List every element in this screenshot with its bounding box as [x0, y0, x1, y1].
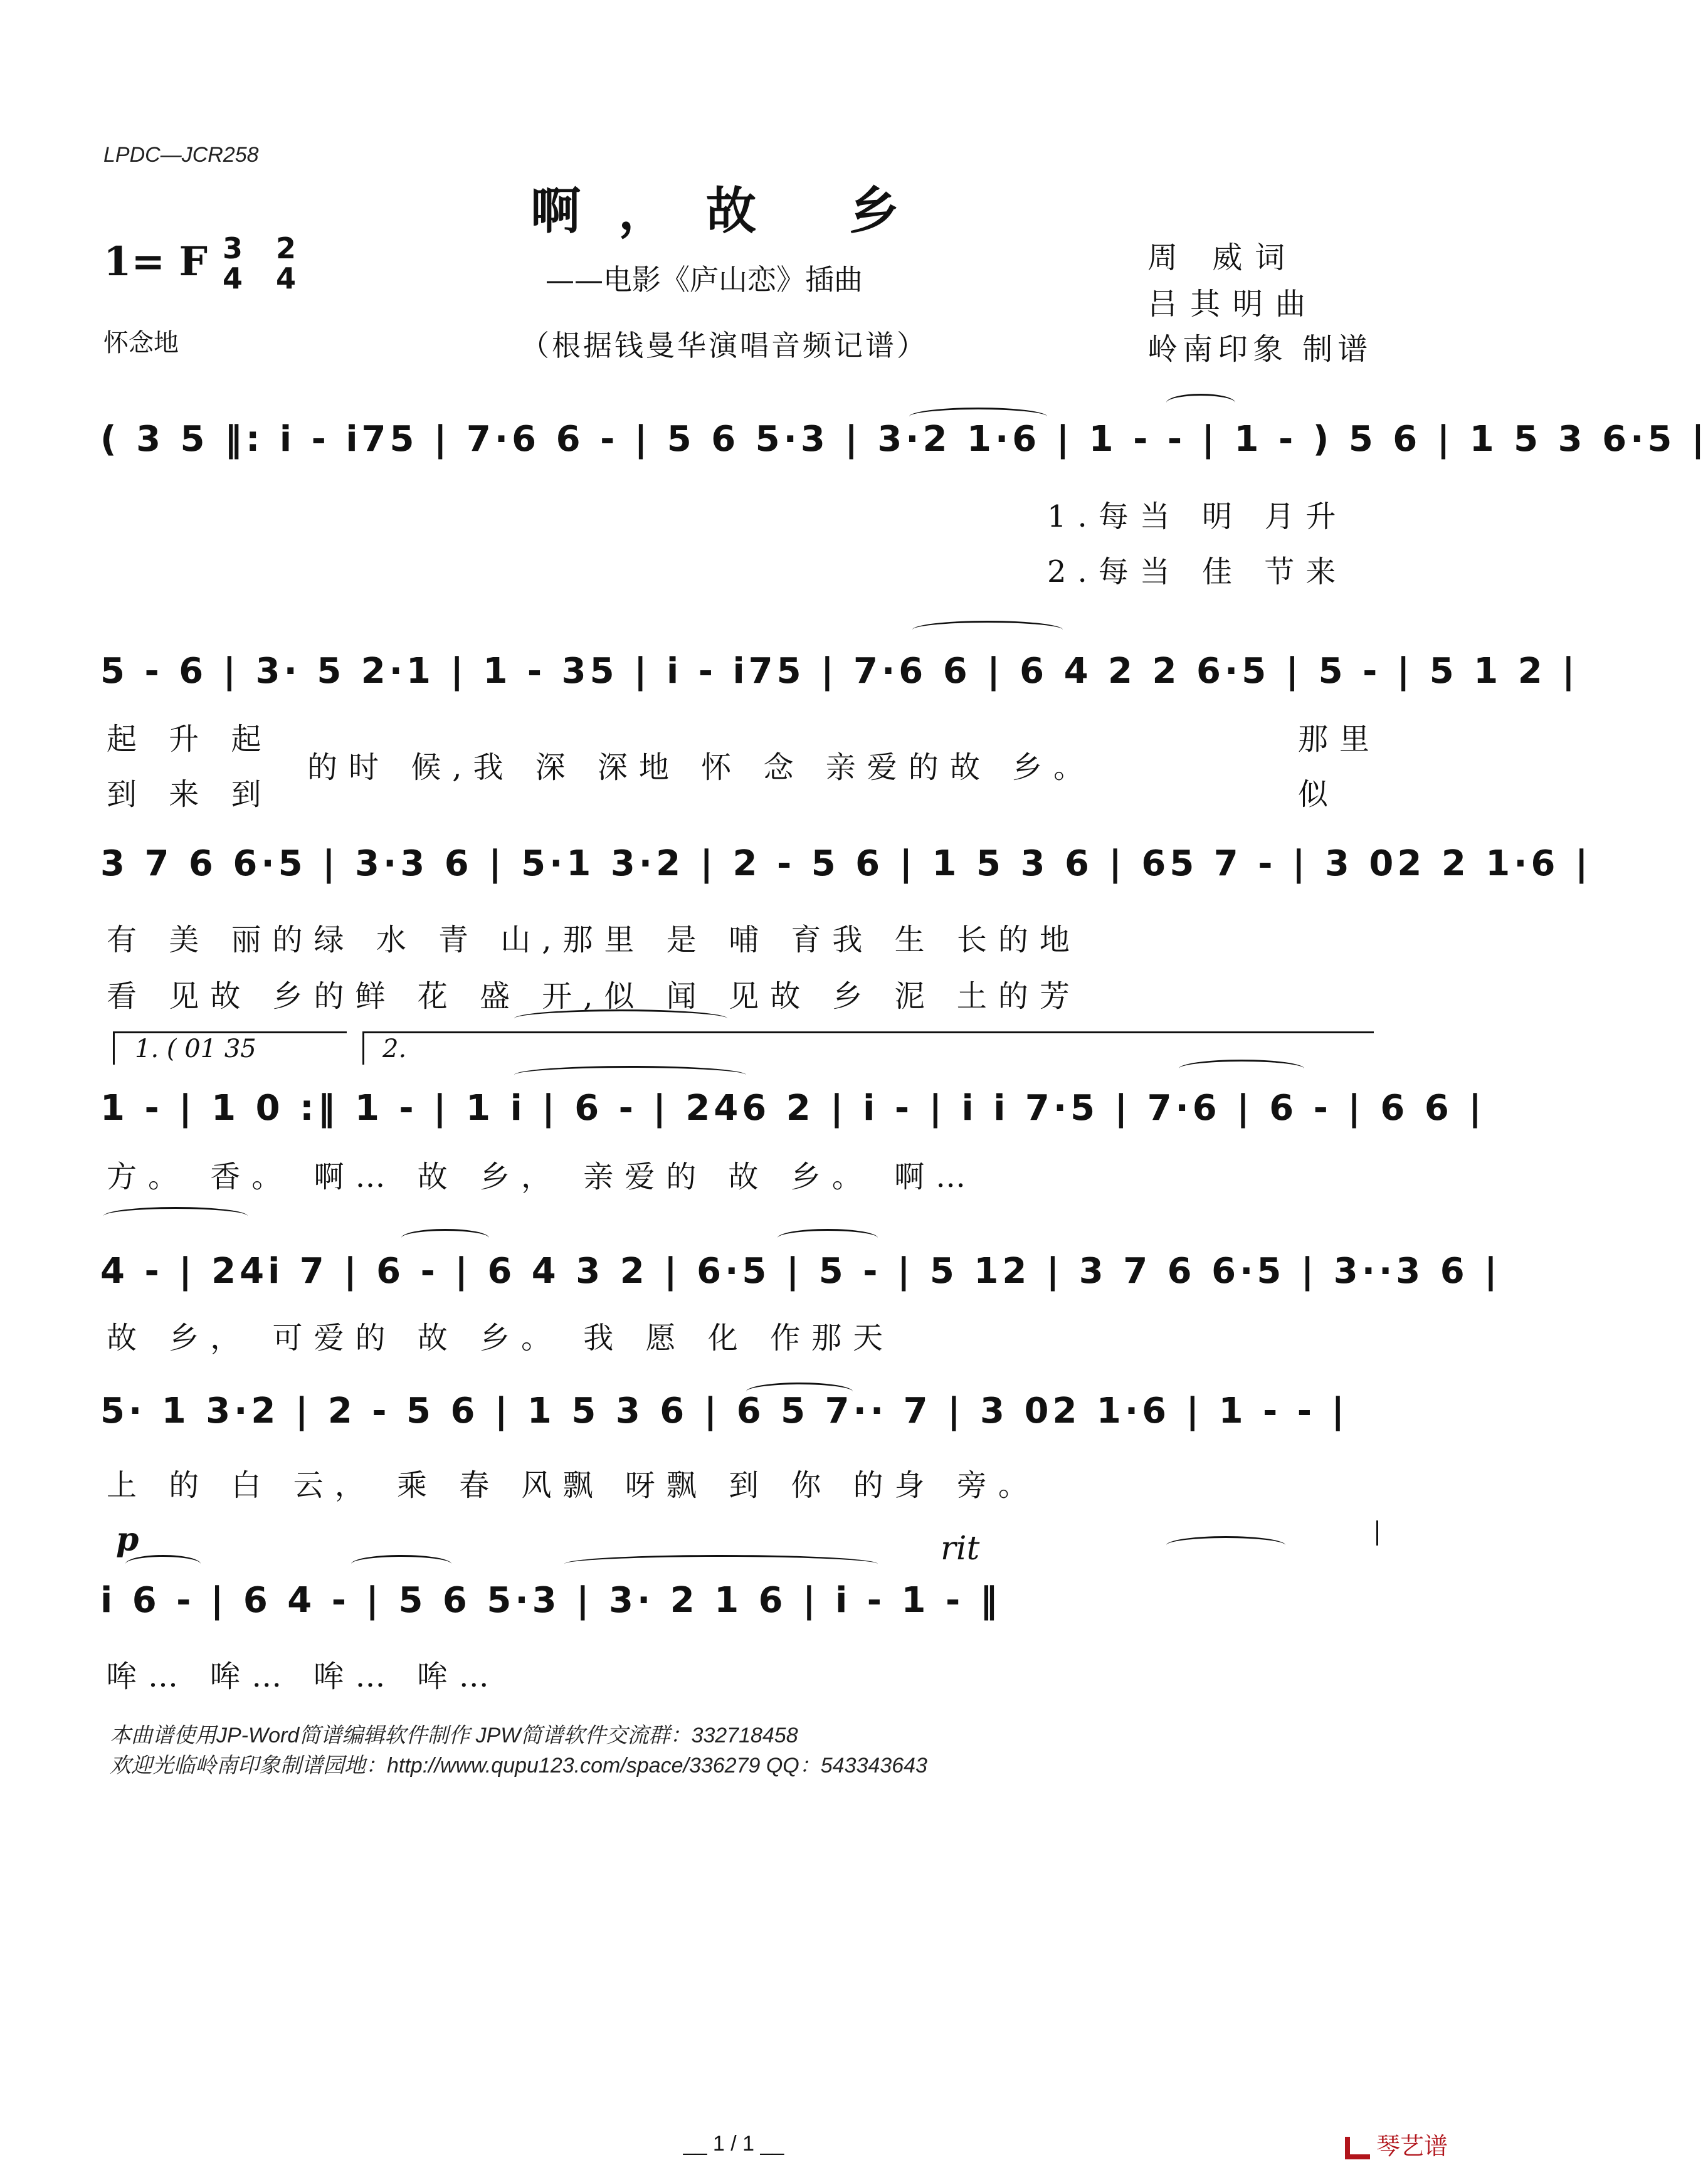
bar-line	[1376, 1520, 1378, 1546]
composer: 吕其明曲	[1147, 287, 1319, 322]
time-signature-3-4: 3 4	[223, 231, 243, 295]
slur	[125, 1555, 201, 1573]
site-logo: 琴艺谱	[1345, 2127, 1448, 2161]
lyric-line4: 方。 香。 啊… 故 乡， 亲爱的 故 乡。 啊…	[107, 1159, 978, 1194]
lyric-verse1-intro: 1.每当 明 月升	[1047, 499, 1347, 534]
tie	[1179, 1060, 1304, 1078]
tie	[746, 1383, 853, 1401]
volta-second-label: 2.	[382, 1035, 407, 1063]
lyric-line6: 上 的 白 云， 乘 春 风飘 呀飘 到 你 的身 旁。	[107, 1468, 1040, 1503]
slur	[912, 621, 1063, 639]
score-line-2: 5 - 6 | 3· 5 2·1 | 1 - 35 | i - i75 | 7·6 6 | 6 4 2 2 6·5 | 5 - | 5 1 2 |	[100, 651, 1579, 692]
dynamic-piano: p	[116, 1520, 139, 1559]
tie	[103, 1207, 248, 1225]
score-line-5: 4 - | 24i 7 | 6 - | 6 4 3 2 | 6·5 | 5 - | 5 12 | 3 7 6 6·5 | 3··3 6 |	[100, 1251, 1501, 1292]
lyric-line2-main: 的时 候,我 深 深地 怀 念 亲爱的故 乡。	[307, 750, 1095, 785]
lyric-line5: 故 乡， 可爱的 故 乡。 我 愿 化 作那天	[107, 1320, 895, 1356]
footer-line-1: 本曲谱使用JP-Word简谱编辑软件制作 JPW简谱软件交流群：332718458	[110, 1724, 798, 1747]
score-line-4: 1 - | 1 0 :‖ 1 - | 1 i | 6 - | 246 2 | i - | i i 7·5 | 7·6 | 6 - | 6 6 |	[100, 1088, 1485, 1129]
score-code: LPDC—JCR258	[103, 143, 259, 167]
lyric-line7: 哞… 哞… 哞… 哞…	[107, 1659, 500, 1694]
lyric-line2-v1-head: 起 升 起	[107, 722, 273, 757]
tie	[514, 1066, 746, 1084]
logo-icon	[1345, 2137, 1370, 2159]
score-line-7: i 6 - | 6 4 - | 5 6 5·3 | 3· 2 1 6 | i - 1 - ‖	[100, 1580, 1001, 1621]
slur	[514, 1009, 727, 1028]
footer-line-2: 欢迎光临岭南印象制谱园地：http://www.qupu123.com/space/336279 QQ：543343643	[110, 1754, 927, 1778]
score-line-6: 5· 1 3·2 | 2 - 5 6 | 1 5 3 6 | 6 5 7·· 7 | 3 02 1·6 | 1 - - |	[100, 1391, 1348, 1431]
lyric-line2-v2-tail: 似	[1298, 777, 1340, 812]
ritardando-marking: rit	[941, 1530, 980, 1567]
time-signature-2-4: 2 4	[276, 231, 297, 295]
song-title: 啊，故 乡	[530, 181, 937, 240]
tie	[909, 408, 1047, 426]
lyric-line3-v1: 有 美 丽的绿 水 青 山,那里 是 哺 育我 生 长的地	[107, 922, 1081, 957]
tie	[778, 1229, 878, 1247]
lyric-verse2-intro: 2.每当 佳 节来	[1047, 554, 1347, 589]
volta-first-label: 1. ( 01 35	[135, 1035, 256, 1063]
subtitle: ——电影《庐山恋》插曲	[546, 263, 863, 297]
source-note: （根据钱曼华演唱音频记谱）	[520, 329, 928, 362]
score-line-1: ( 3 5 ‖: i - i75 | 7·6 6 - | 5 6 5·3 | 3·2 1·6 | 1 - - | 1 - ) 5 6 | 1 5 3 6·5 |	[100, 419, 1708, 460]
lyric-line3-v2: 看 见故 乡的鲜 花 盛 开,似 闻 见故 乡 泥 土的芳	[107, 979, 1081, 1014]
slur	[1166, 394, 1235, 412]
key-signature: 1= F	[103, 238, 208, 285]
page-number: __ 1 / 1 __	[683, 2132, 784, 2156]
lyric-line2-v2-head: 到 来 到	[107, 777, 273, 812]
slur	[564, 1555, 878, 1573]
tie	[1166, 1536, 1285, 1554]
arranger: 岭南印象 制谱	[1147, 332, 1373, 367]
score-line-3: 3 7 6 6·5 | 3·3 6 | 5·1 3·2 | 2 - 5 6 | 1 5 3 6 | 65 7 - | 3 02 2 1·6 |	[100, 843, 1592, 884]
tie	[351, 1555, 451, 1573]
lyric-line2-v1-tail: 那里	[1298, 722, 1381, 757]
lyricist: 周 威词	[1147, 240, 1298, 275]
tie	[401, 1229, 489, 1247]
tempo-marking: 怀念地	[103, 329, 179, 357]
